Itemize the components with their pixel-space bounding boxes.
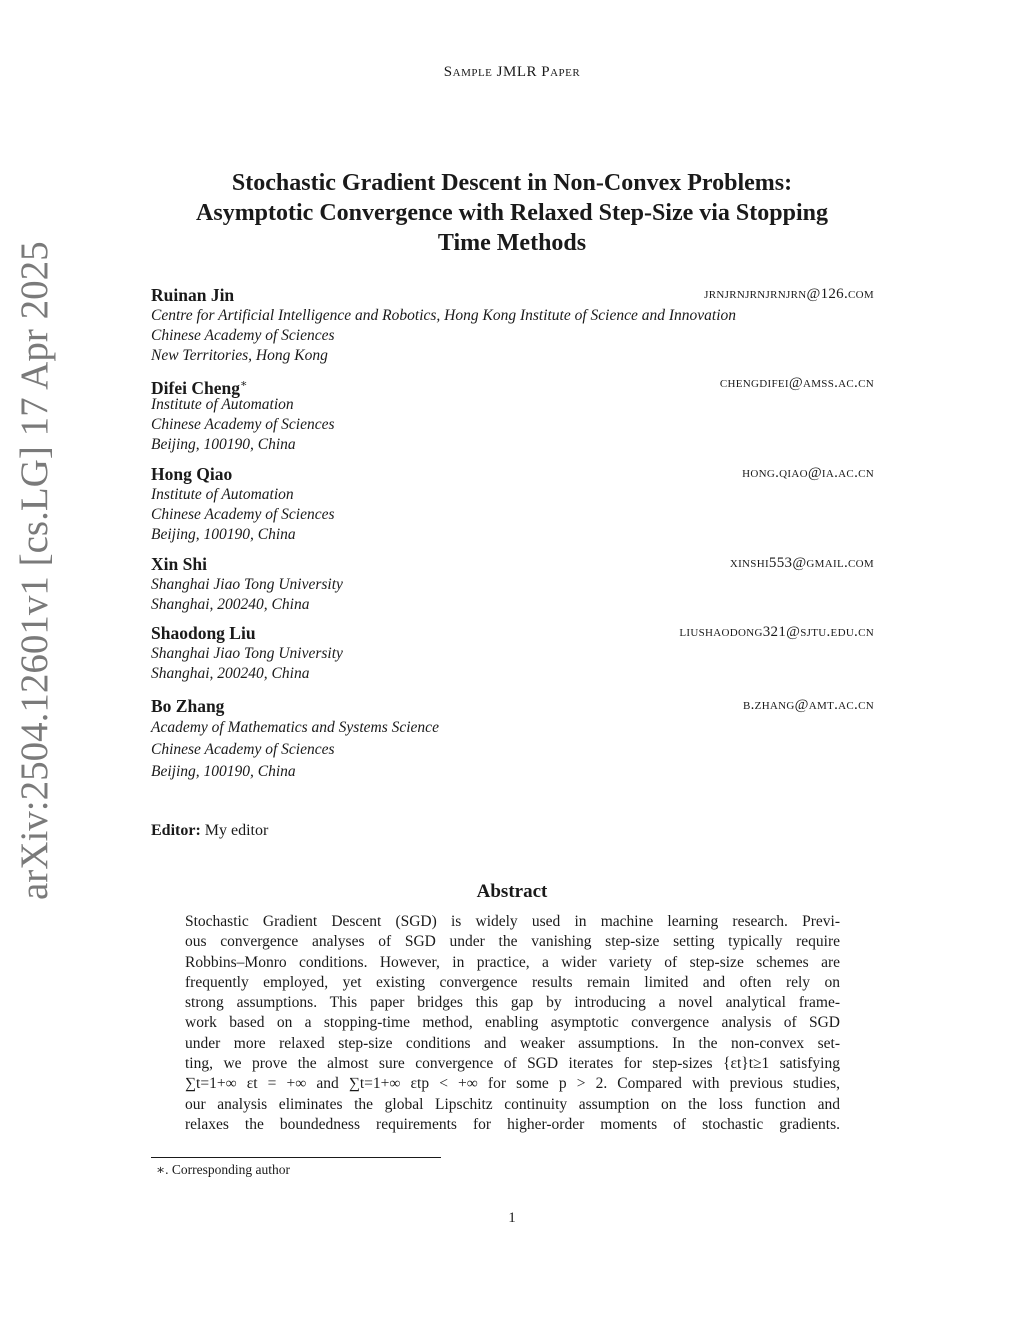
- author-block: [151, 463, 874, 545]
- author-block: [151, 284, 874, 366]
- author-block: [151, 695, 874, 783]
- corresponding-author-marker: ∗: [239, 378, 248, 390]
- author-name: Difei Cheng: [151, 377, 240, 398]
- affiliation-line: Shanghai, 200240, China: [151, 665, 310, 682]
- paper-title: [100, 168, 924, 258]
- title-line-3: Time Methods: [437, 230, 587, 256]
- author-email[interactable]: jrnjrnjrnjrnjrn@126.com: [704, 286, 874, 302]
- abstract-line: strong assumptions. This paper bridges this gap by introducing a novel analytical frame-: [185, 994, 840, 1012]
- affiliation-line: Chinese Academy of Sciences: [151, 327, 335, 344]
- abstract-line: ∑t=1+∞ εt = +∞ and ∑t=1+∞ εtp < +∞ for some p > 2. Compared with previous studies,: [185, 1075, 840, 1093]
- affiliation-line: New Territories, Hong Kong: [151, 347, 328, 364]
- author-name: Ruinan Jin: [151, 285, 235, 305]
- affiliation-line: Chinese Academy of Sciences: [151, 506, 335, 523]
- abstract-heading: Abstract: [476, 881, 548, 902]
- abstract-line: relaxes the boundedness requirements for higher-order moments of stochastic gradients.: [185, 1115, 840, 1133]
- footnote-divider: [151, 1157, 441, 1158]
- author-email[interactable]: b.zhang@amt.ac.cn: [742, 697, 874, 713]
- author-block: [151, 553, 874, 615]
- abstract-line: Robbins–Monro conditions. However, in practice, a wider variety of step-size schemes are: [185, 953, 840, 971]
- title-line-2: Asymptotic Convergence with Relaxed Step-Size via Stopping: [196, 200, 828, 226]
- affiliation-line: Centre for Artificial Intelligence and Robotics, Hong Kong Institute of Science and Innovation: [151, 307, 737, 324]
- affiliation-line: Institute of Automation: [151, 396, 294, 413]
- author-name: Hong Qiao: [151, 464, 233, 484]
- affiliation-line: Chinese Academy of Sciences: [151, 741, 335, 758]
- footnote-corresponding-author: ∗. Corresponding author: [156, 1162, 291, 1177]
- abstract-text: [185, 912, 840, 1135]
- title-line-1: Stochastic Gradient Descent in Non-Convex Problems:: [231, 170, 793, 196]
- affiliation-line: Shanghai Jiao Tong University: [151, 645, 343, 662]
- running-head: Sample JMLR Paper: [443, 64, 581, 80]
- abstract-line: ous convergence analyses of SGD under the vanishing step-size setting typically require: [185, 933, 840, 951]
- abstract-line: our analysis eliminates the global Lipschitz continuity assumption on the loss function and: [185, 1095, 840, 1113]
- affiliation-line: Institute of Automation: [151, 486, 294, 503]
- affiliation-line: Academy of Mathematics and Systems Science: [151, 719, 439, 736]
- abstract-line: work based on a stopping-time method, enabling asymptotic convergence analysis of SGD: [185, 1014, 840, 1032]
- author-name: Bo Zhang: [151, 696, 225, 716]
- editor-line: [151, 822, 268, 840]
- editor-label: Editor:: [151, 822, 201, 839]
- author-name: Shaodong Liu: [151, 623, 256, 643]
- abstract-line: frequently employed, yet existing convergence results remain limited and often rely on: [185, 973, 840, 991]
- abstract-line: ting, we prove the almost sure convergence of SGD iterates for step-sizes {εt}t≥1 satisfying: [185, 1055, 840, 1073]
- affiliation-line: Beijing, 100190, China: [151, 436, 296, 453]
- author-name: Xin Shi: [151, 554, 207, 574]
- author-block: [151, 622, 874, 684]
- author-block: [151, 373, 874, 455]
- abstract-line: Stochastic Gradient Descent (SGD) is widely used in machine learning research. Previ-: [185, 913, 840, 930]
- affiliation-line: Chinese Academy of Sciences: [151, 416, 335, 433]
- abstract-line: under more relaxed step-size conditions and weaker assumptions. In the non-convex set-: [185, 1034, 840, 1052]
- author-email[interactable]: xinshi553@gmail.com: [729, 555, 874, 571]
- arxiv-identifier-stamp: arXiv:2504.12601v1 [cs.LG] 17 Apr 2025: [13, 241, 56, 900]
- affiliation-line: Shanghai Jiao Tong University: [151, 576, 343, 593]
- author-email[interactable]: hong.qiao@ia.ac.cn: [742, 465, 874, 481]
- author-email[interactable]: chengdifei@amss.ac.cn: [719, 375, 874, 391]
- affiliation-line: Shanghai, 200240, China: [151, 596, 310, 613]
- editor-value: My editor: [204, 822, 269, 839]
- affiliation-line: Beijing, 100190, China: [151, 763, 296, 780]
- author-email[interactable]: liushaodong321@sjtu.edu.cn: [679, 624, 874, 640]
- page-number: 1: [508, 1210, 516, 1226]
- affiliation-line: Beijing, 100190, China: [151, 526, 296, 543]
